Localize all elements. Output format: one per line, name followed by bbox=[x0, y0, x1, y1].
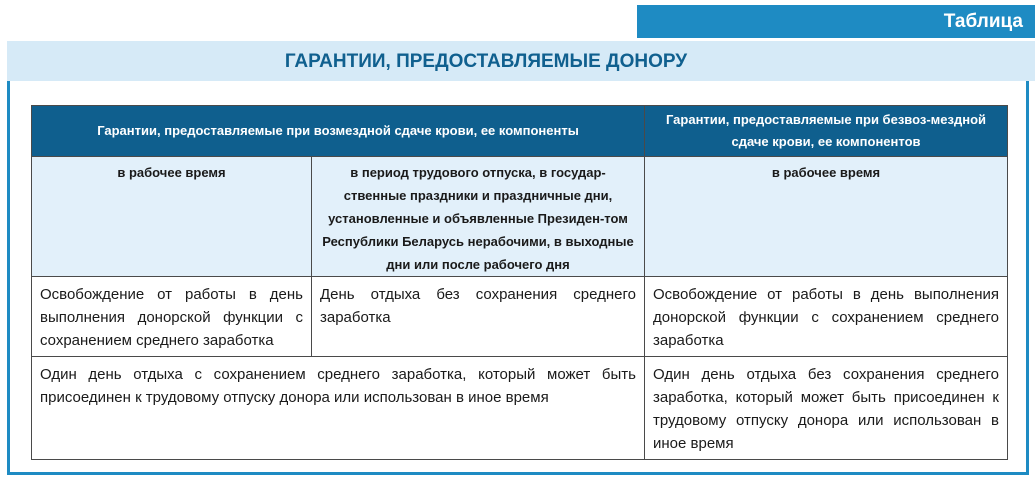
page-title: ГАРАНТИИ, ПРЕДОСТАВЛЯЕМЫЕ ДОНОРУ bbox=[7, 41, 1035, 81]
subheader-paid-working-time: в рабочее время bbox=[32, 157, 312, 277]
table-row bbox=[32, 277, 1008, 357]
guarantees-table bbox=[31, 105, 1008, 460]
header-free-donation: Гарантии, предоставляемые при безвоз-мездной сдаче крови, ее компонентов bbox=[645, 106, 1008, 157]
cell-paid-day-off: Один день отдыха с сохранением среднего заработка, который может быть присоединен к трудовому отпуску донора или использован в иное время bbox=[32, 357, 645, 460]
cell-paid-working-time: Освобождение от работы в день выполнения донорской функции с сохранением среднего заработка bbox=[32, 277, 312, 357]
cell-free-day-off: Один день отдыха без сохранения среднего заработка, который может быть присоединен к трудовому отпуску донора или использован в иное время bbox=[645, 357, 1008, 460]
cell-paid-vacation-time: День отдыха без сохранения среднего заработка bbox=[312, 277, 645, 357]
subheader-free-working-time: в рабочее время bbox=[645, 157, 1008, 277]
header-paid-donation: Гарантии, предоставляемые при возмездной сдаче крови, ее компоненты bbox=[32, 106, 645, 157]
table-header-row bbox=[32, 106, 1008, 157]
table-row bbox=[32, 357, 1008, 460]
table-subheader-row bbox=[32, 157, 1008, 277]
table-tag: Таблица bbox=[637, 5, 1035, 38]
cell-free-working-time: Освобождение от работы в день выполнения донорской функции с сохранением среднего заработка bbox=[645, 277, 1008, 357]
subheader-paid-vacation-time: в период трудового отпуска, в государ-ственные праздники и праздничные дни, установленные и объявленные Президен-том Республики Беларусь нерабочими, в выходные дни или после рабочего дня bbox=[312, 157, 645, 277]
